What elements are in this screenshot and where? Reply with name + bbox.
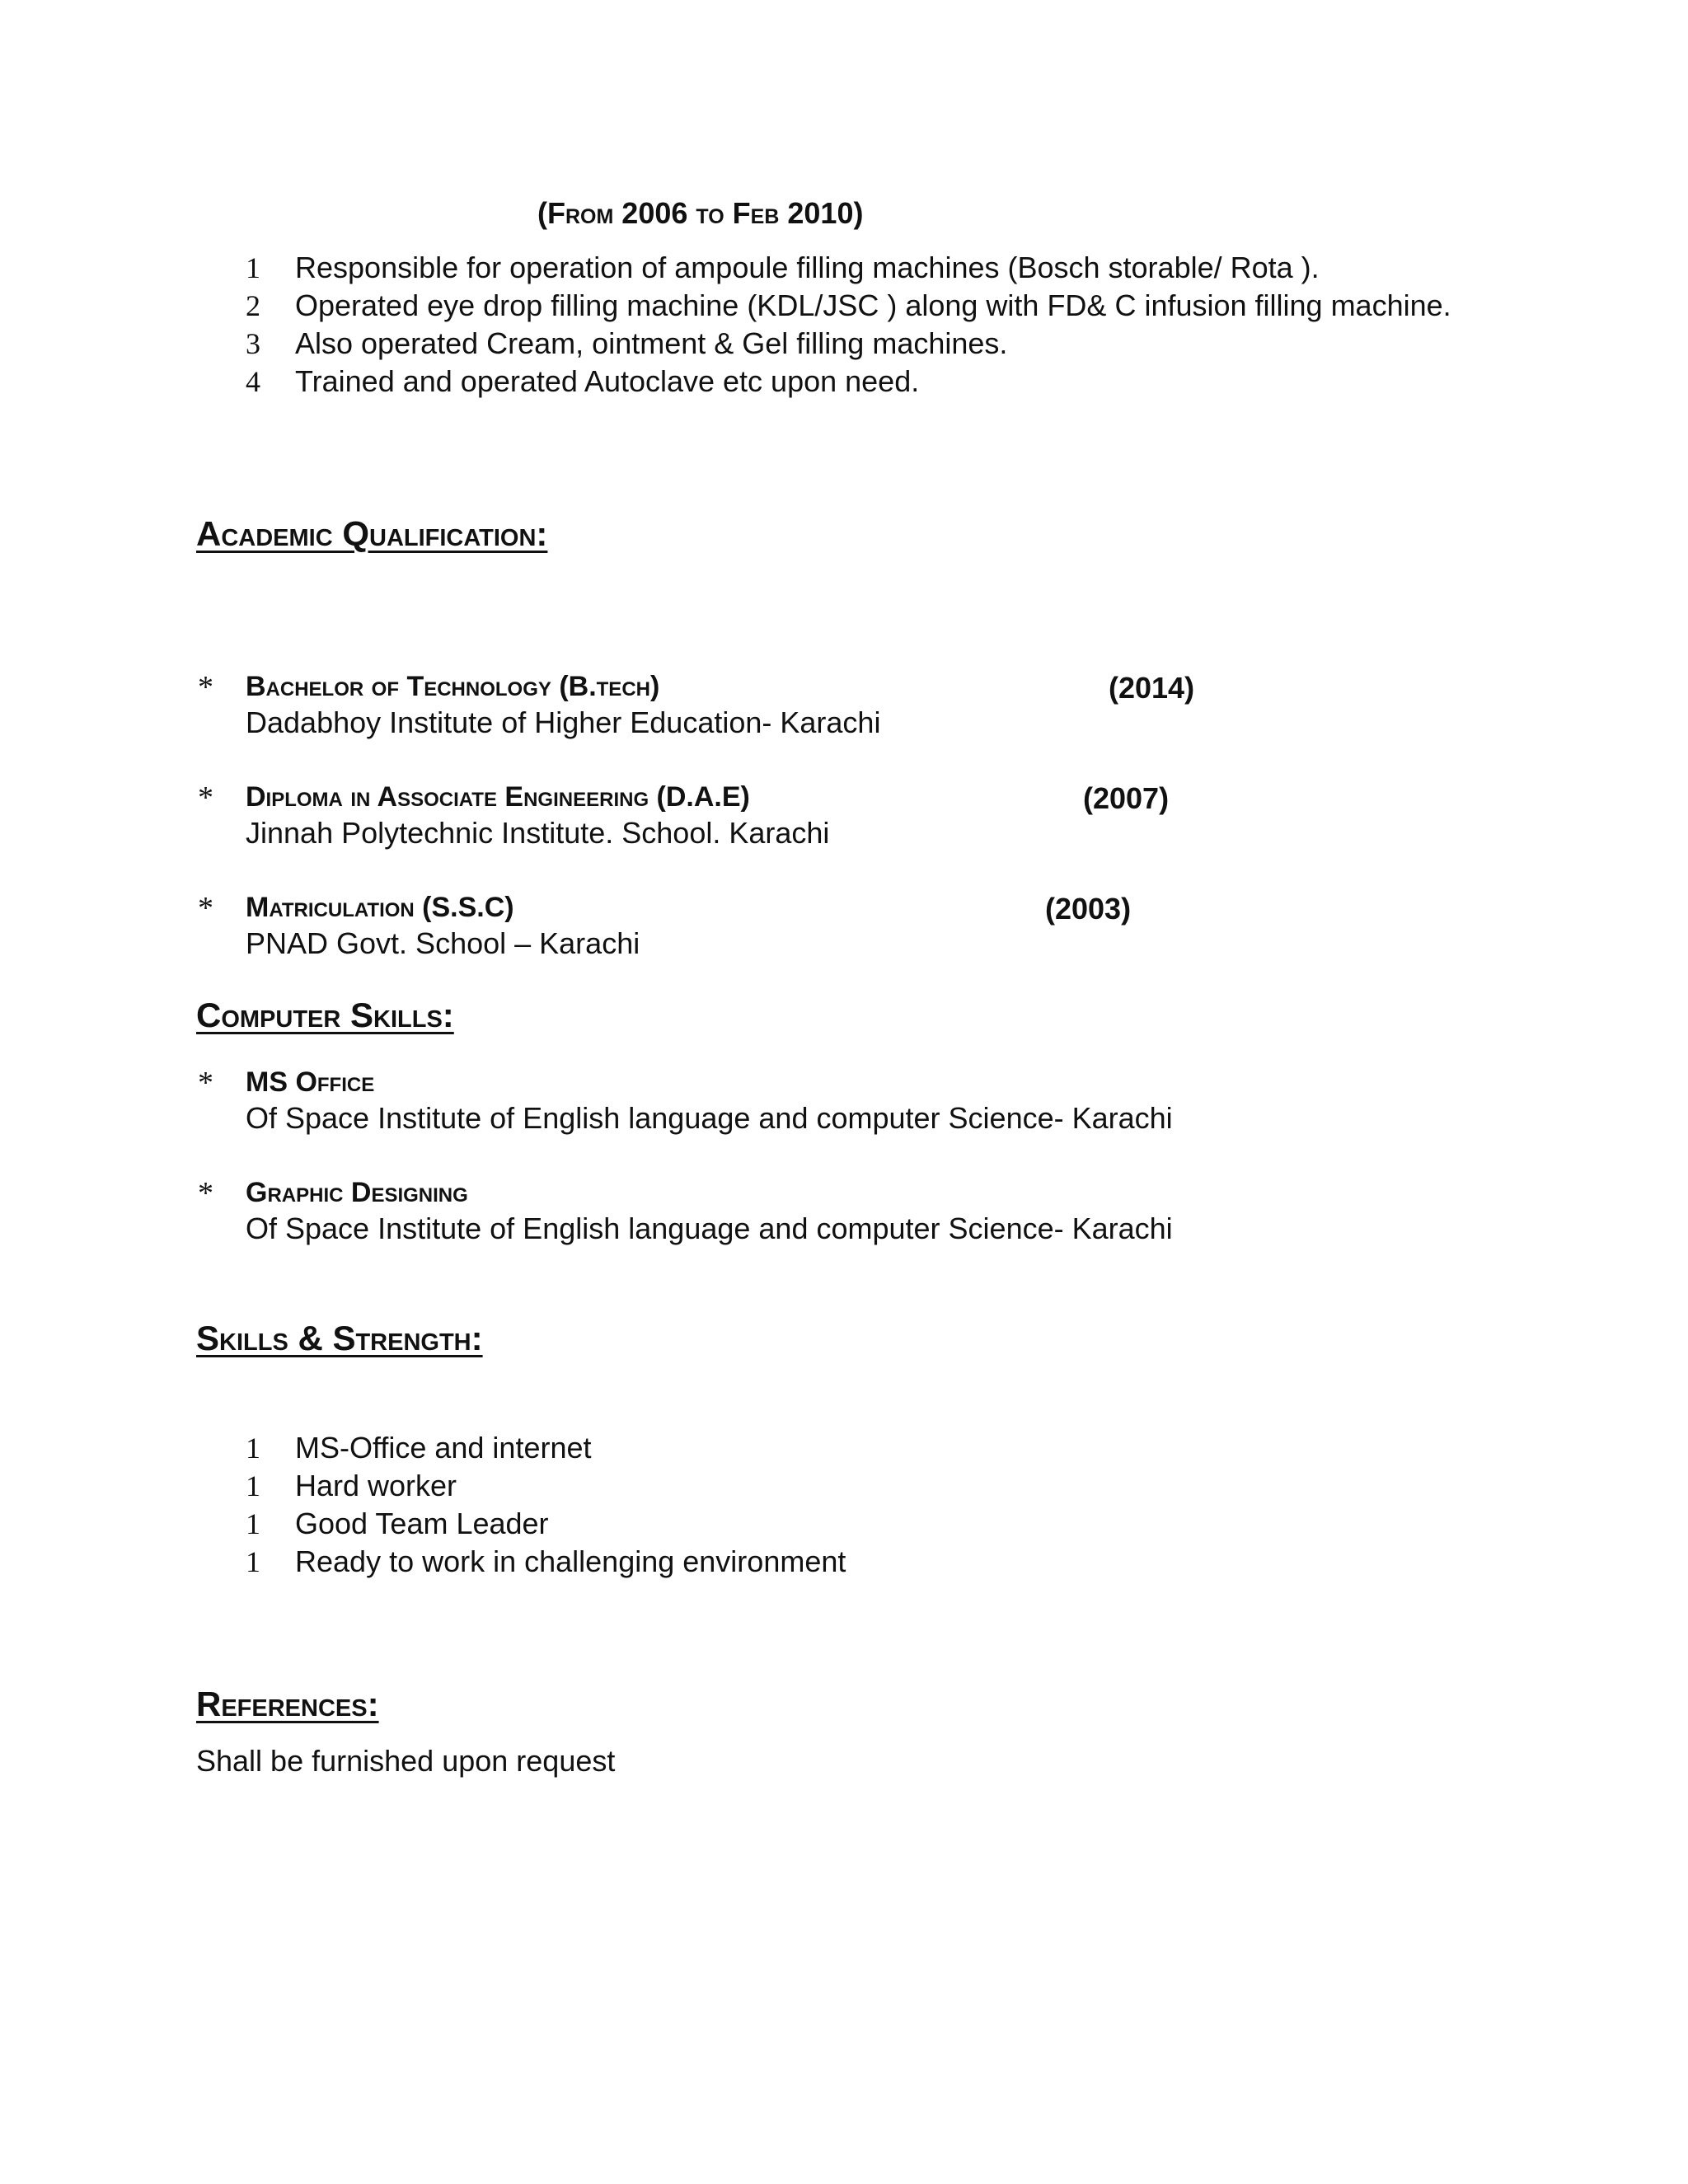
duty-text: Trained and operated Autoclave etc upon need.	[295, 364, 920, 398]
skill-text: Good Team Leader	[295, 1507, 549, 1540]
skill-number: 1	[246, 1507, 260, 1540]
qualification-institution: PNAD Govt. School – Karachi	[246, 926, 640, 960]
qualification-institution: Jinnah Polytechnic Institute. School. Karachi	[246, 816, 830, 850]
skill-number: 1	[246, 1545, 260, 1578]
duty-number: 2	[246, 289, 260, 322]
academic-bullet: *	[198, 670, 213, 705]
qualification-year: (2003)	[1045, 892, 1132, 926]
skill-number: 1	[246, 1432, 260, 1465]
skill-text: MS-Office and internet	[295, 1431, 592, 1465]
employment-period: (From 2006 to Feb 2010)	[537, 196, 864, 230]
qualification-title: Matriculation (S.S.C)	[246, 892, 514, 923]
qualification-title: Diploma in Associate Engineering (D.A.E)	[246, 781, 750, 813]
academic-bullet: *	[198, 780, 213, 815]
skill-text: Hard worker	[295, 1469, 457, 1502]
computer-skills-heading: Computer Skills:	[196, 996, 454, 1034]
duty-text: Also operated Cream, ointment & Gel filling machines.	[295, 326, 1008, 360]
computer-skill-bullet: *	[198, 1176, 213, 1211]
computer-skill-title: MS Office	[246, 1066, 375, 1098]
skill-text: Ready to work in challenging environment	[295, 1544, 846, 1578]
computer-skill-institution: Of Space Institute of English language and computer Science- Karachi	[246, 1212, 1173, 1245]
duty-text: Operated eye drop filling machine (KDL/JSC ) along with FD& C infusion filling machine.	[295, 288, 1451, 322]
skill-number: 1	[246, 1469, 260, 1502]
qualification-year: (2014)	[1109, 671, 1195, 705]
academic-bullet: *	[198, 891, 213, 926]
references-text: Shall be furnished upon request	[196, 1744, 616, 1778]
qualification-year: (2007)	[1083, 781, 1170, 815]
computer-skill-bullet: *	[198, 1066, 213, 1100]
skills-strength-heading: Skills & Strength:	[196, 1319, 483, 1357]
duty-number: 3	[246, 327, 260, 360]
qualification-institution: Dadabhoy Institute of Higher Education- Karachi	[246, 705, 881, 739]
duty-text: Responsible for operation of ampoule filling machines (Bosch storable/ Rota ).	[295, 251, 1320, 284]
academic-heading: Academic Qualification:	[196, 514, 548, 553]
computer-skill-institution: Of Space Institute of English language and computer Science- Karachi	[246, 1101, 1173, 1135]
qualification-title: Bachelor of Technology (B.tech)	[246, 671, 660, 702]
duty-number: 1	[246, 251, 260, 284]
computer-skill-title: Graphic Designing	[246, 1177, 468, 1208]
duty-number: 4	[246, 365, 260, 398]
references-heading: References:	[196, 1685, 379, 1723]
